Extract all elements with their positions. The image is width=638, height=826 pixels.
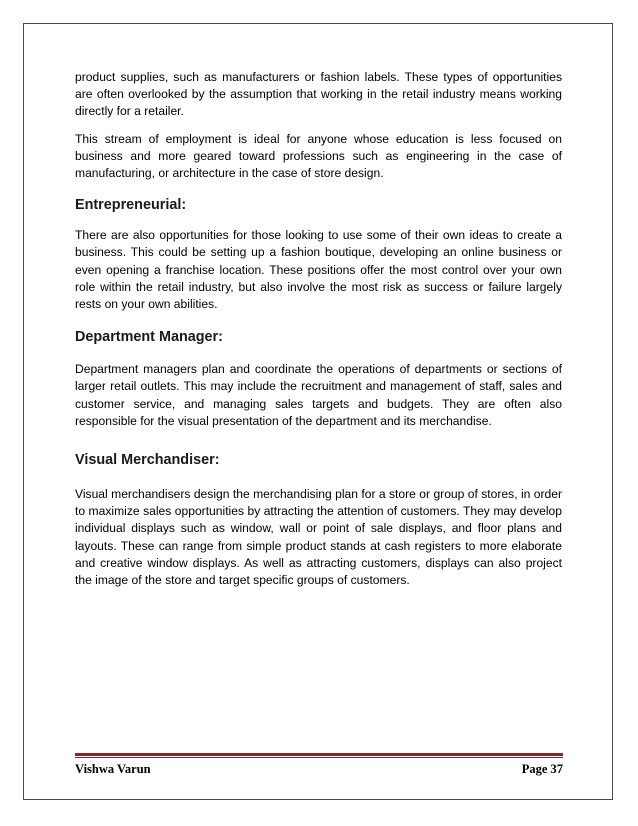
page-content	[75, 69, 562, 589]
visual-merchandiser-paragraph: Visual merchandisers design the merchandising plan for a store or group of stores, in order to maximize sales opportunities by attracting the attention of customers. They may develop individual displays such as window, wall or point of sale displays, and floor plans and layouts. These can range from simple product stands at cash registers to more elaborate and creative window displays. As well as attracting customers, displays can also project the image of the store and target specific groups of customers.	[75, 487, 562, 588]
footer-rule-thick	[75, 753, 563, 756]
entrepreneurial-paragraph: There are also opportunities for those looking to use some of their own ideas to create a business. This could be setting up a fashion boutique, developing an online business or even opening a franchise location. These positions offer the most control over your own role within the retail industry, but also involve the most risk as success or failure largely rests on your own abilities.	[75, 228, 562, 312]
footer-page-number: Page 37	[521, 762, 563, 776]
footer-rule-thin	[75, 757, 563, 758]
intro-paragraph-1: product supplies, such as manufacturers or fashion labels. These types of opportunities are often overlooked by the assumption that working in the retail industry means working directly for a retailer.	[75, 70, 562, 119]
page-footer	[75, 753, 563, 777]
intro-paragraph-2: This stream of employment is ideal for anyone whose education is less focused on business and more geared toward professions such as engineering in the case of manufacturing, or architecture in the case of store design.	[75, 131, 562, 181]
heading-visual-merchandiser: Visual Merchandiser:	[75, 452, 220, 469]
footer-author: Vishwa Varun	[75, 762, 151, 776]
heading-department-manager: Department Manager:	[75, 329, 223, 346]
heading-entrepreneurial: Entrepreneurial:	[75, 197, 187, 214]
department-manager-paragraph: Department managers plan and coordinate the operations of departments or sections of larger retail outlets. This may include the recruitment and management of staff, sales and customer service, and managing sales targets and budgets. They are often also responsible for the visual presentation of the department and its merchandise.	[75, 362, 562, 428]
